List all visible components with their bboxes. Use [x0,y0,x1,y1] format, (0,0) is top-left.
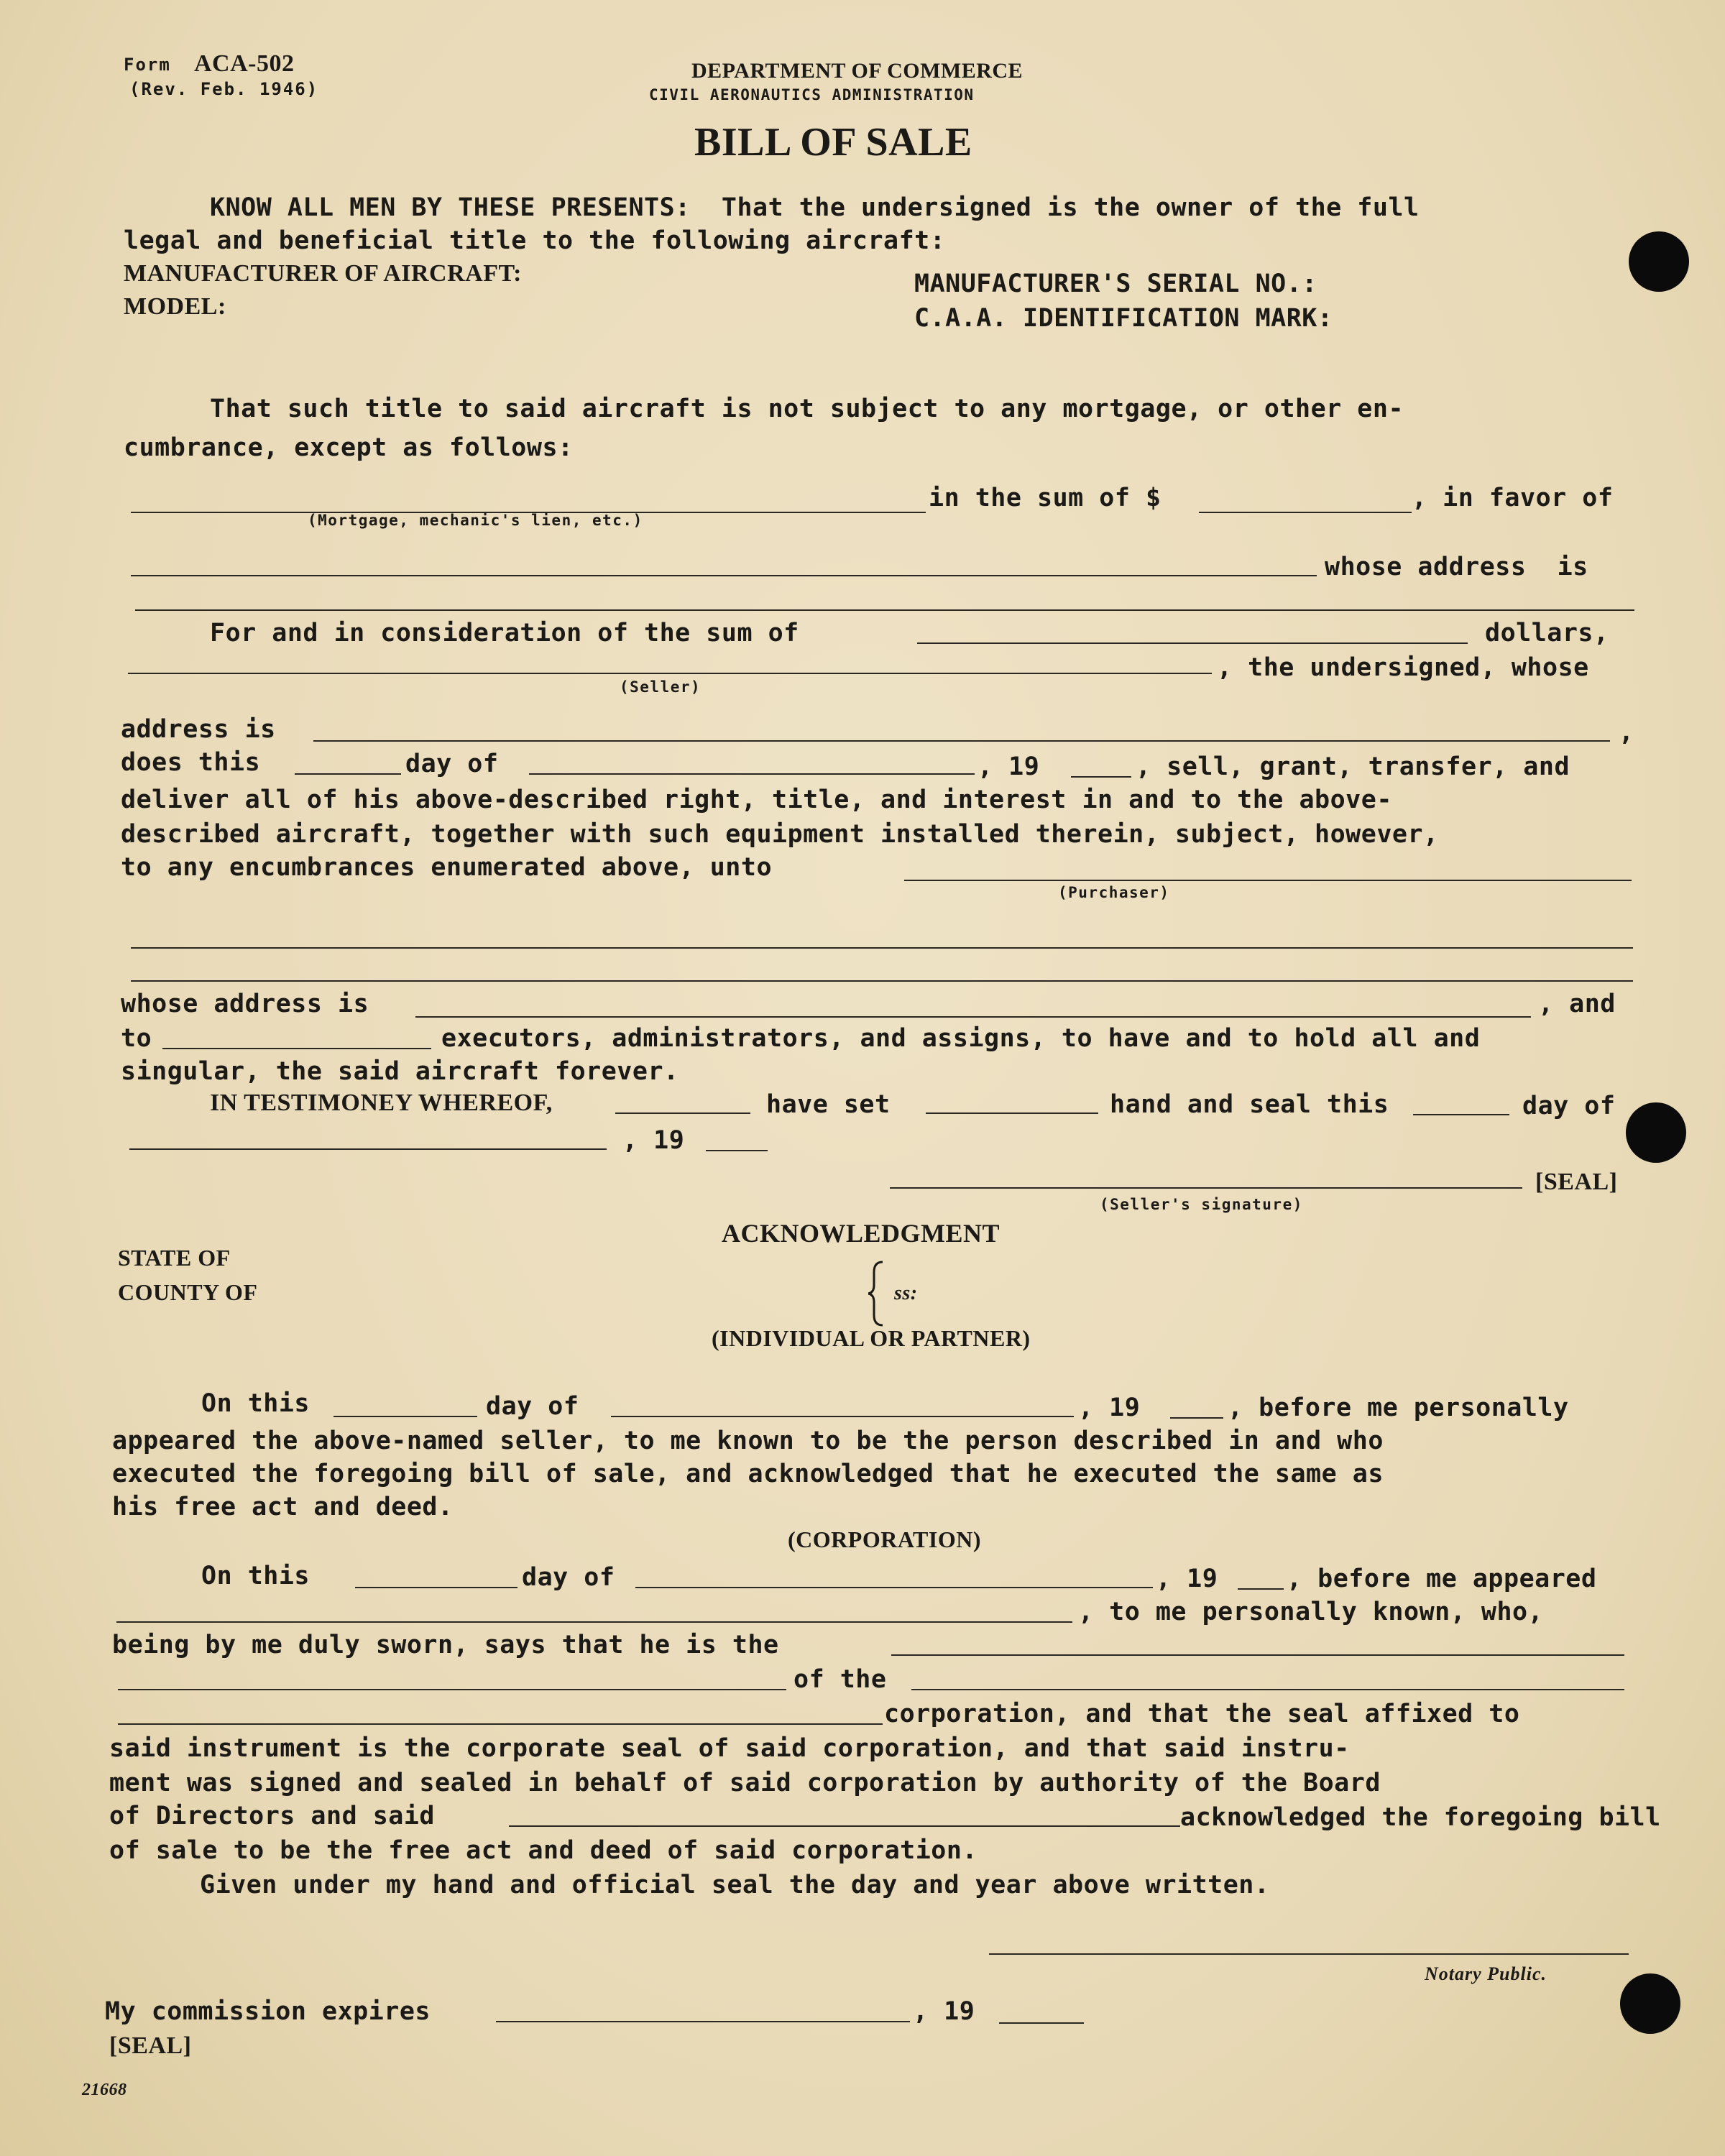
seller-caption: (Seller) [620,678,702,696]
ind-year-prefix: , 19 [1078,1393,1141,1422]
form-revision: (Rev. Feb. 1946) [129,79,319,99]
purchaser-caption: (Purchaser) [1058,884,1170,901]
testimony-party-field[interactable] [615,1112,750,1114]
sale-month-field[interactable] [529,773,975,775]
corporation-name-field[interactable] [911,1689,1624,1690]
mortgage-caption: (Mortgage, mechanic's lien, etc.) [308,512,643,529]
lienholder-address-field[interactable] [135,609,1634,611]
to-label: to [121,1024,152,1053]
commission-date-field[interactable] [496,2021,910,2022]
seller-seal-label: [SEAL] [1535,1169,1618,1195]
punch-hole-middle [1626,1102,1686,1163]
encumbrance-sum-field[interactable] [1199,512,1412,513]
and-label: , and [1538,990,1616,1018]
ind-line-2: appeared the above-named seller, to me known to be the person described in and who [112,1427,1384,1455]
punch-hole-bottom [1620,1973,1680,2034]
corp-year-prefix: , 19 [1156,1565,1218,1593]
corp-officer-title-field[interactable] [891,1654,1624,1656]
seller-address-field[interactable] [313,740,1610,742]
ind-on-this-label: On this [201,1389,310,1418]
address-comma: , [1619,718,1634,747]
sum-of-label: in the sum of $ [929,484,1162,512]
ss-label: ss: [894,1282,918,1304]
notary-public-label: Notary Public. [1425,1963,1547,1984]
encumbrance-line-2: cumbrance, except as follows: [124,433,574,462]
testimony-pronoun-field[interactable] [926,1112,1098,1114]
caa-mark-label: C.A.A. IDENTIFICATION MARK: [914,304,1333,333]
purchaser-name-line-3[interactable] [131,980,1633,982]
testimony-year-field[interactable] [706,1150,768,1151]
testimony-day-of-label: day of [1522,1092,1616,1120]
sell-grant-label: , sell, grant, transfer, and [1136,752,1570,781]
seller-signature-caption: (Seller's signature) [1100,1196,1303,1213]
seller-signature-field[interactable] [890,1187,1522,1189]
corporation-name-line-2[interactable] [118,1723,883,1725]
form-number: ACA-502 [194,50,295,77]
lienholder-name-field[interactable] [131,575,1317,576]
sale-year-prefix: , 19 [978,752,1040,781]
purchaser-address-label: whose address is [121,990,369,1018]
personally-known-label: , to me personally known, who, [1078,1598,1544,1626]
executors-line: executors, administrators, and assigns, to have and to hold all and [441,1024,1481,1053]
purchaser-name-field[interactable] [904,880,1632,881]
ind-day-of-label: day of [486,1392,579,1421]
corp-officer-title-line-2[interactable] [118,1689,786,1690]
administration-heading: CIVIL AERONAUTICS ADMINISTRATION [649,86,975,103]
manufacturer-label: MANUFACTURER OF AIRCRAFT: [124,260,522,287]
corp-day-field[interactable] [355,1587,518,1588]
before-me-label: , before me personally [1228,1393,1569,1422]
testimony-month-field[interactable] [129,1148,607,1150]
dollars-label: dollars, [1485,619,1609,648]
hand-and-seal-label: hand and seal this [1110,1090,1389,1119]
corp-line-5: said instrument is the corporate seal of said corporation, and that said instru- [109,1734,1350,1763]
corp-on-this-label: On this [201,1562,310,1590]
corporation-heading: (CORPORATION) [788,1526,981,1552]
seller-address-label: address is [121,715,276,744]
ind-month-field[interactable] [611,1416,1074,1417]
described-line: described aircraft, together with such equipment installed therein, subject, however, [121,820,1439,849]
in-favor-of-label: , in favor of [1412,484,1614,512]
consideration-amount-field[interactable] [917,642,1468,644]
print-code: 21668 [82,2081,127,2099]
corp-day-of-label: day of [522,1563,615,1592]
intro-line-1: KNOW ALL MEN BY THESE PRESENTS: That the undersigned is the owner of the full [210,193,1420,222]
intro-line-2: legal and beneficial title to the following aircraft: [124,226,946,255]
acknowledged-label: acknowledged the foregoing bill [1180,1803,1661,1832]
of-directors-label: of Directors and said [109,1802,436,1830]
ind-line-4: his free act and deed. [112,1493,454,1521]
does-this-label: does this [121,748,261,777]
county-of-label: COUNTY OF [118,1279,258,1305]
seller-name-field[interactable] [128,673,1212,674]
model-label: MODEL: [124,293,226,320]
testimony-year-prefix: , 19 [622,1126,685,1155]
corp-officer-name-field[interactable] [116,1621,1072,1623]
serial-number-label: MANUFACTURER'S SERIAL NO.: [914,270,1317,298]
ind-day-field[interactable] [334,1416,477,1417]
commission-label: My commission expires [105,1997,431,2026]
corp-month-field[interactable] [635,1587,1153,1588]
purchaser-address-field[interactable] [415,1016,1531,1018]
ind-year-field[interactable] [1170,1417,1223,1419]
corp-seal-affixed-label: corporation, and that the seal affixed to [884,1700,1520,1728]
commission-year-field[interactable] [999,2022,1084,2024]
ind-line-3: executed the foregoing bill of sale, and acknowledged that he executed the same as [112,1460,1384,1488]
sale-year-field[interactable] [1071,776,1131,778]
corp-line-6: ment was signed and sealed in behalf of said corporation by authority of the Board [109,1769,1381,1797]
of-the-label: of the [794,1665,887,1694]
purchaser-pronoun-field[interactable] [162,1048,431,1049]
form-label: Form [124,55,171,75]
deliver-line: deliver all of his above-described right, title, and interest in and to the above- [121,786,1392,814]
testimony-label: IN TESTIMONEY WHEREOF, [210,1089,553,1116]
acknowledgment-title: ACKNOWLEDGMENT [722,1219,1000,1248]
venue-brace [868,1259,890,1328]
department-heading: DEPARTMENT OF COMMERCE [691,59,1024,83]
commission-year-prefix: , 19 [913,1997,975,2026]
consideration-label: For and in consideration of the sum of [210,619,799,648]
sale-day-of-label: day of [405,750,499,778]
given-line: Given under my hand and official seal the day and year above written. [200,1871,1270,1899]
corp-line-8: of sale to be the free act and deed of said corporation. [109,1836,978,1865]
whose-address-label: whose address is [1325,553,1588,581]
being-sworn-label: being by me duly sworn, says that he is the [112,1631,779,1659]
state-of-label: STATE OF [118,1245,231,1271]
notary-seal-label: [SEAL] [109,2032,192,2059]
have-set-label: have set [766,1090,891,1119]
testimony-day-field[interactable] [1413,1114,1509,1115]
individual-heading: (INDIVIDUAL OR PARTNER) [712,1325,1031,1351]
to-any-encumbrances-line: to any encumbrances enumerated above, unto [121,853,773,882]
corp-year-field[interactable] [1238,1588,1284,1590]
document-title: BILL OF SALE [694,120,972,165]
before-me-appeared-label: , before me appeared [1287,1565,1597,1593]
undersigned-label: , the undersigned, whose [1217,653,1589,682]
notary-signature-field[interactable] [989,1953,1629,1955]
corp-officer-ack-field[interactable] [509,1825,1180,1827]
encumbrance-line-1: That such title to said aircraft is not subject to any mortgage, or other en- [210,395,1404,423]
punch-hole-top [1629,231,1689,292]
sale-day-field[interactable] [295,773,401,775]
purchaser-name-line-2[interactable] [131,947,1633,949]
singular-line: singular, the said aircraft forever. [121,1057,679,1086]
